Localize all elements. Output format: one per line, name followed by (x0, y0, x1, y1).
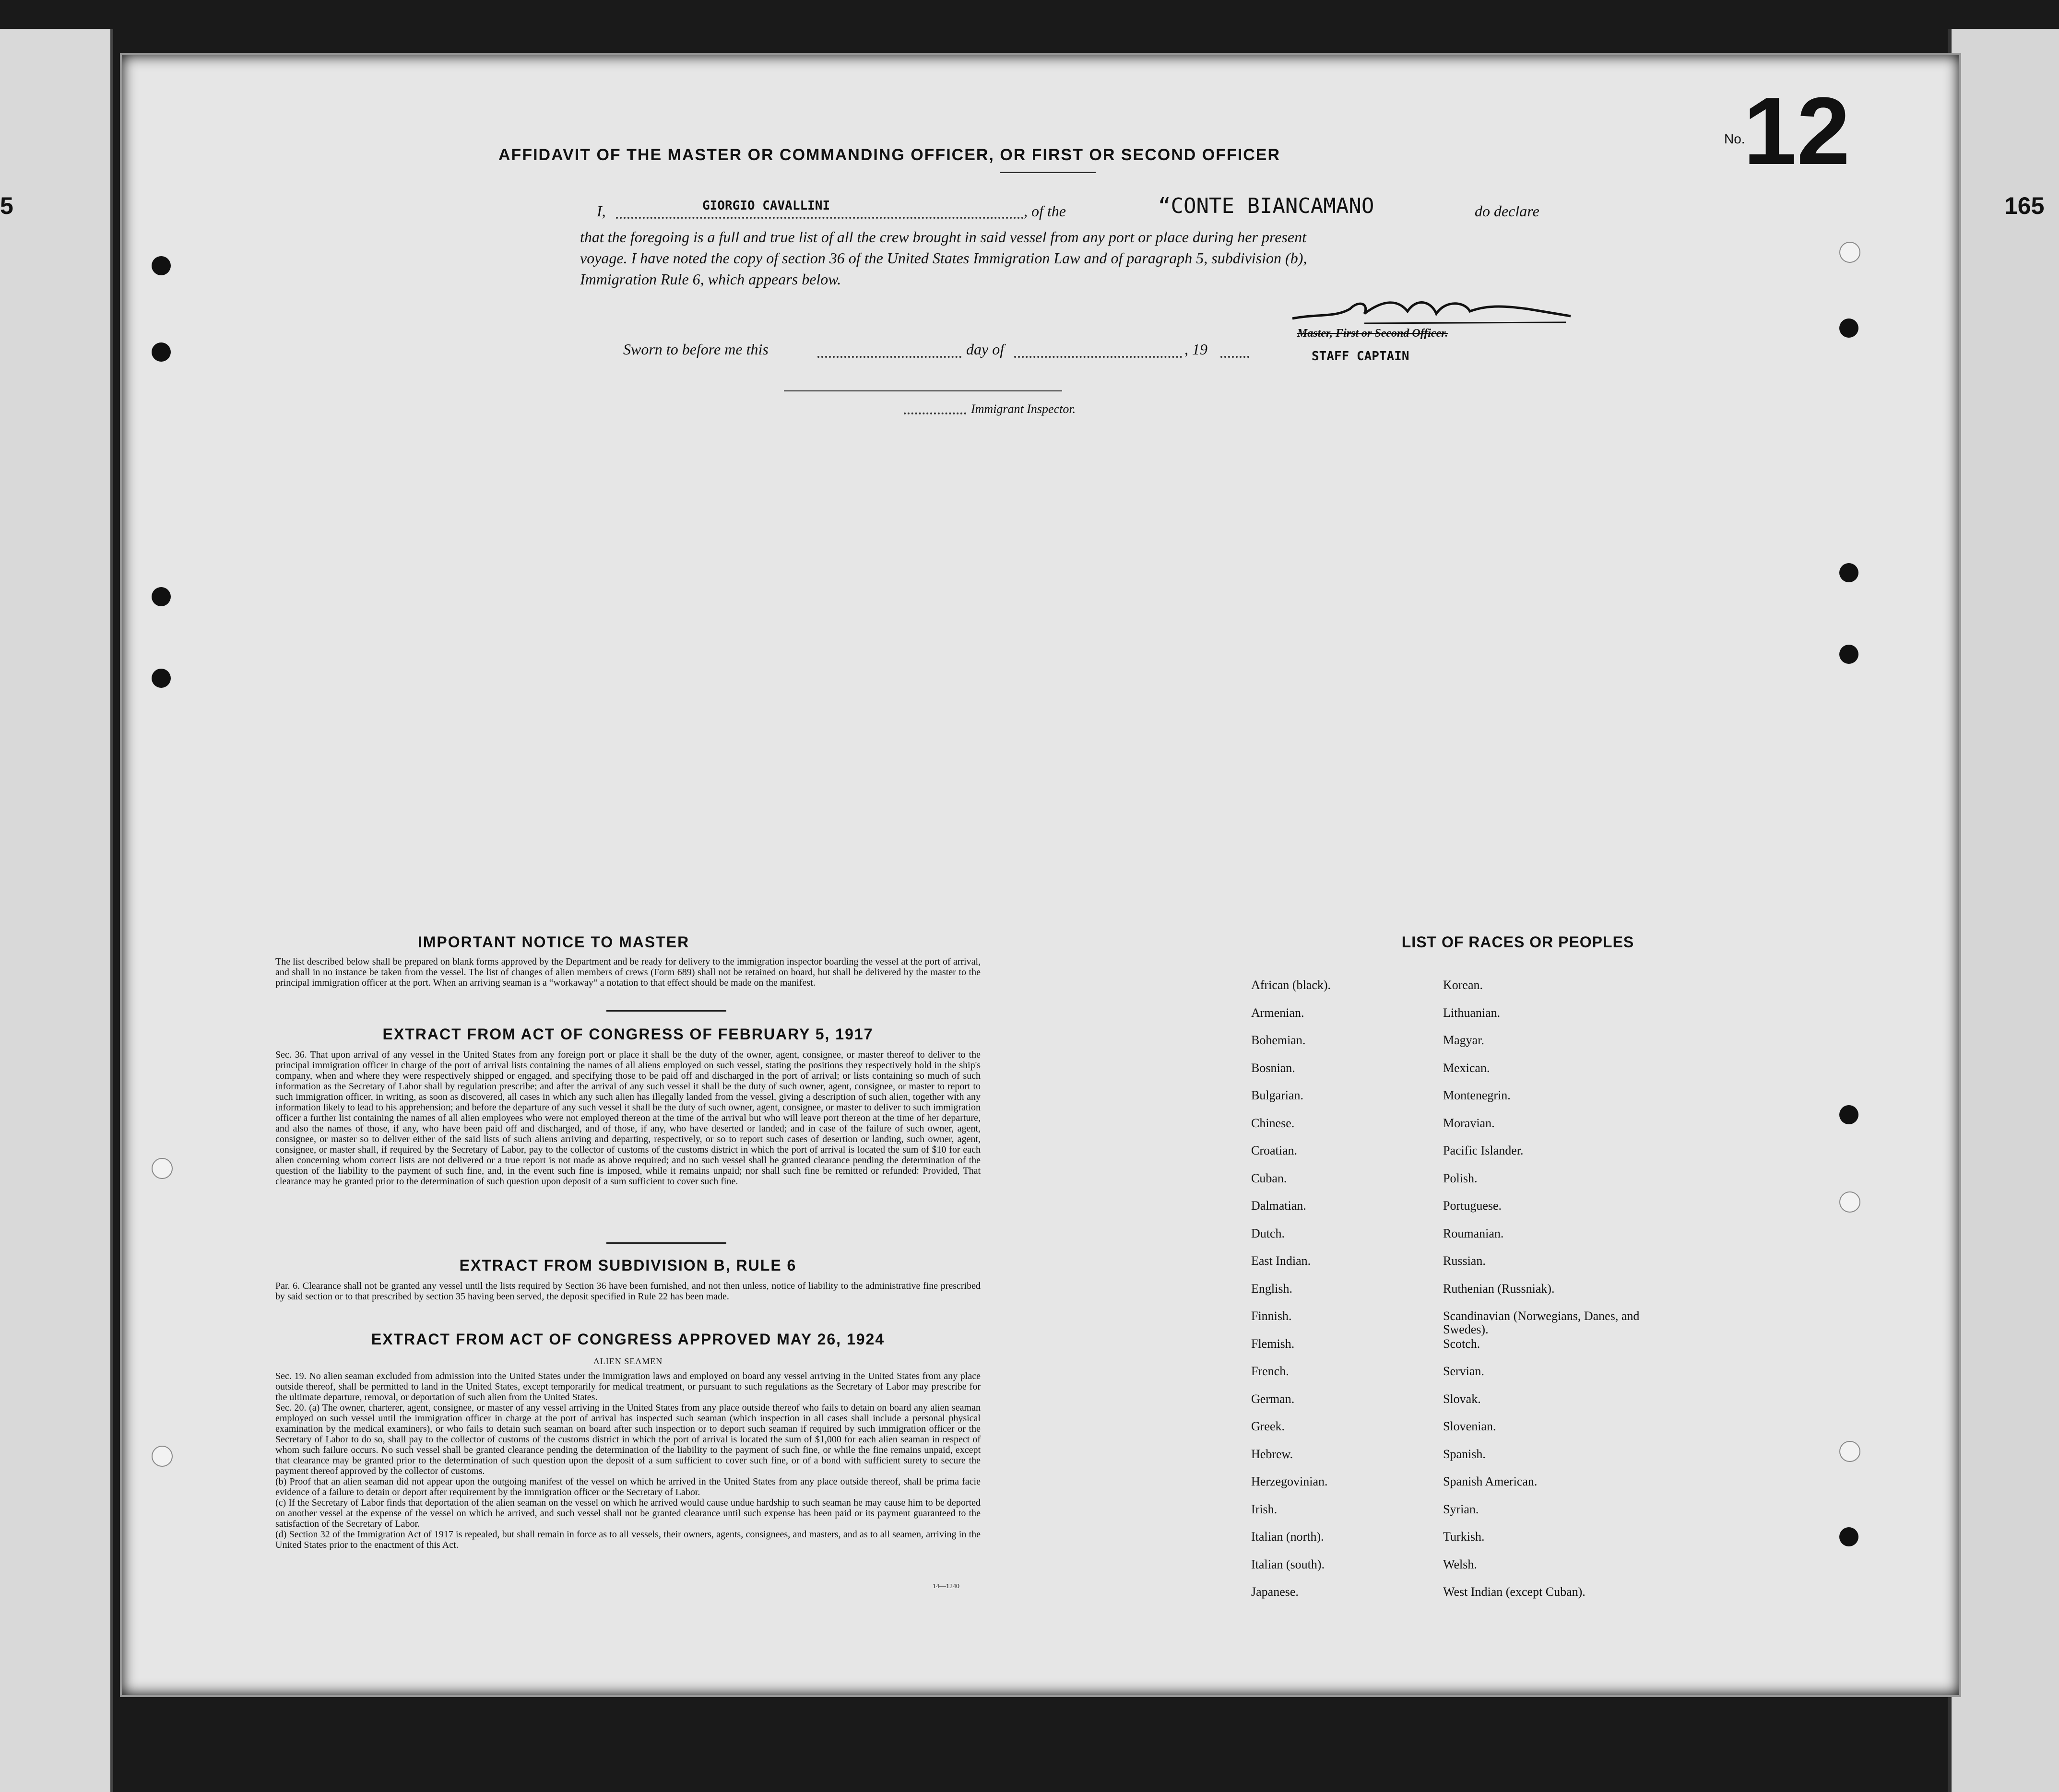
race-item: Portuguese. (1443, 1199, 1502, 1213)
races-column-2 (1443, 979, 1649, 1613)
divider (606, 1010, 726, 1012)
race-item: Slovak. (1443, 1391, 1481, 1406)
sworn-month-field (1014, 342, 1182, 358)
form-number: 14—1240 (933, 1583, 959, 1590)
affidavit-line3: voyage. I have noted the copy of section 36 of the United States Immigration Law and of paragraph 5, subdivision (b), (580, 249, 1307, 267)
left-page-number: 5 (0, 192, 13, 219)
race-item: Pacific Islander. (1443, 1144, 1524, 1157)
officer-name-field (616, 199, 1024, 219)
manifest-number: 12 (1743, 78, 1850, 185)
race-item: Hebrew. (1251, 1447, 1293, 1461)
race-item: Bohemian. (1251, 1033, 1306, 1047)
notice-text: The list described below shall be prepared on blank forms approved by the Department and be ready for delivery to the immigration inspector boarding the vessel at the port of arrival, and shall in no instance be taken from the vessel. The list of changes of alien members of crews (Form 689) shall not be retained on board, but shall be delivered by the master to the principal immigration officer at the port. When an arriving seaman is a “workaway” a notation to that effect should be made on the manifest. (275, 956, 981, 988)
race-item: Italian (south). (1251, 1557, 1325, 1571)
sec20a-text: Sec. 20. (a) The owner, charterer, agent, consignee, or master of any vessel arriving in the United States from any place outside thereof who fails to detain on board any alien seaman employed on such vessel until the immigration officer in charge at the port of arrival has inspected such seaman (which inspection in all cases shall include a personal physical examination by the medical examiners), or who fails to detain such seaman on board after such inspection or to deport such seaman if required by such immigration officer or the Secretary of Labor to do so, shall pay to the collector of customs of the customs district in which the port of arrival is located the sum of $1,000 for each alien seaman in respect of whom such failure occurs. No such vessel shall be granted clearance pending the determination of the liability to the payment of such fine, or while the fine remains unpaid, except that clearance may be granted prior to the determination of such question upon the deposit of a sum sufficient to cover such fine, or of a bond with sufficient surety to secure the payment thereof approved by the collector of customs. (275, 1403, 981, 1476)
race-item: Spanish American. (1443, 1474, 1538, 1488)
race-item: Servian. (1443, 1364, 1484, 1378)
race-item: French. (1251, 1364, 1289, 1378)
notice-title: IMPORTANT NOTICE TO MASTER (417, 933, 690, 951)
race-item: Welsh. (1443, 1557, 1477, 1571)
race-item: Herzegovinian. (1251, 1474, 1328, 1488)
race-item: Ruthenian (Russniak). (1443, 1281, 1555, 1296)
extract-1924-title: EXTRACT FROM ACT OF CONGRESS APPROVED MAY 26, 1924 (371, 1331, 885, 1348)
master-signature (1288, 290, 1575, 328)
race-item: Syrian. (1443, 1502, 1479, 1516)
affidavit-line1-suffix: do declare (1475, 202, 1539, 220)
race-item: Spanish. (1443, 1447, 1486, 1461)
race-item: Scandinavian (Norwegians, Danes, and Swedes). (1443, 1309, 1640, 1336)
inspector-field (904, 401, 966, 414)
officer-name: GIORGIO CAVALLINI (702, 199, 830, 213)
race-item: Turkish. (1443, 1530, 1485, 1544)
adjacent-page-left (0, 29, 113, 1792)
divider (1000, 172, 1096, 173)
punch-hole (152, 256, 171, 275)
race-item: Croatian. (1251, 1144, 1298, 1157)
adjacent-page-right (1948, 29, 2059, 1792)
right-page-number: 165 (2004, 192, 2045, 219)
race-item: Moravian. (1443, 1116, 1495, 1130)
race-item: Flemish. (1251, 1336, 1295, 1351)
race-item: Bosnian. (1251, 1061, 1295, 1075)
punch-hole (1839, 563, 1858, 582)
affidavit-line1-prefix: I, (597, 202, 606, 220)
punch-hole (1839, 1441, 1860, 1462)
affidavit-line1-mid: , of the (1024, 202, 1066, 220)
punch-hole (1839, 242, 1860, 263)
race-item: Dutch. (1251, 1226, 1285, 1240)
race-item: West Indian (except Cuban). (1443, 1585, 1586, 1599)
extract-1917-title: EXTRACT FROM ACT OF CONGRESS OF FEBRUARY 5, 1917 (382, 1026, 874, 1043)
race-item: Korean. (1443, 978, 1483, 992)
inspector-signature-line (784, 390, 1062, 391)
manifest-number-prefix: No. (1724, 131, 1745, 146)
race-item: East Indian. (1251, 1254, 1311, 1268)
sec20d-text: (d) Section 32 of the Immigration Act of 1917 is repealed, but shall remain in force as to all vessels, their owners, agents, consignees, and masters, and as to all seamen, arriving in the United States prior to the enactment of this Act. (275, 1529, 981, 1550)
punch-hole (152, 1158, 173, 1179)
races-title: LIST OF RACES OR PEOPLES (1401, 933, 1634, 951)
sworn-mid: day of (966, 341, 1005, 358)
extract-1924-subtitle: ALIEN SEAMEN (593, 1356, 663, 1366)
race-item: Russian. (1443, 1254, 1486, 1268)
race-item: Bulgarian. (1251, 1088, 1304, 1102)
race-item: Japanese. (1251, 1585, 1299, 1599)
race-item: Greek. (1251, 1419, 1285, 1433)
affidavit-title: AFFIDAVIT OF THE MASTER OR COMMANDING OFFICER, OR FIRST OR SECOND OFFICER (498, 146, 1280, 164)
sworn-day-field (817, 342, 961, 358)
race-item: Scotch. (1443, 1336, 1480, 1351)
race-item: English. (1251, 1281, 1292, 1296)
race-item: Montenegrin. (1443, 1088, 1511, 1102)
race-item: Lithuanian. (1443, 1005, 1501, 1020)
extract-rule6-title: EXTRACT FROM SUBDIVISION B, RULE 6 (459, 1257, 797, 1274)
race-item: Roumanian. (1443, 1226, 1504, 1240)
race-item: Armenian. (1251, 1005, 1304, 1020)
punch-hole (152, 342, 171, 362)
race-item: Mexican. (1443, 1061, 1490, 1075)
race-item: Chinese. (1251, 1116, 1295, 1130)
divider (606, 1242, 726, 1244)
punch-hole (1839, 1527, 1858, 1546)
extract-1924-body (275, 1371, 981, 1550)
sworn-year: , 19 (1184, 341, 1207, 358)
extract-rule6-text: Par. 6. Clearance shall not be granted any vessel until the lists required by Section 36 have been furnished, and not then unless, notice of liability to the administrative fine prescribed by said section or to that prescribed by section 35 having been served, the deposit specified in Rule 22 has been made. (275, 1281, 981, 1302)
punch-hole (152, 587, 171, 606)
race-item: African (black). (1251, 978, 1331, 992)
extract-1917-text: Sec. 36. That upon arrival of any vessel in the United States from any foreign port or place it shall be the duty of the owner, agent, consignee, or master thereof to deliver to the principal immigration officer in charge of the port of arrival lists containing the names of all aliens employed on such vessel, stating the positions they respectively hold in the ship's company, when and where they were respectively shipped or engaged, and specifying those to be paid off and discharged in the port of arrival; or lists containing so much of such information as the Secretary of Labor shall by regulation prescribe; and after the arrival of any such vessel it shall be the duty of such owner, agent, consignee, or master to report to such immigration officer, in writing, as soon as discovered, all cases in which any such alien has illegally landed from the vessel, giving a description of such alien, together with any information likely to lead to his apprehension; and before the departure of any such vessel it shall be the duty of such owner, agent, consignee, or master to deliver to such immigration officer a further list containing the names of all alien employees who were not employed thereon at the time of the arrival but who will leave port thereon at the time of her departure, and also the names of those, if any, who have been paid off and discharged, and of those, if any, who have deserted or landed; and in case of the failure of such owner, agent, consignee, or master so to deliver either of the said lists of such aliens arriving and departing, respectively, or so to report such cases of desertion or landing, such owner, agent, consignee, or master shall, if required by the Secretary of Labor, pay to the collector of customs of the customs district in which the port of arrival is located the sum of $10 for each alien concerning whom correct lists are not delivered or a true report is not made as above required; and no such vessel shall be granted clearance pending the determination of the question of the liability to the payment of such fine, and, in the event such fine is imposed, while it remains unpaid; nor shall such fine be remitted or refunded: Provided, That clearance may be granted prior to the determination of such question upon deposit of a sum sufficient to cover such fine. (275, 1049, 981, 1187)
punch-hole (1839, 1191, 1860, 1213)
signature-caption: Master, First or Second Officer. (1297, 327, 1448, 340)
race-item: Italian (north). (1251, 1530, 1324, 1544)
sec20c-text: (c) If the Secretary of Labor finds that deportation of the alien seaman on the vessel on which he arrived would cause undue hardship to such seaman he may cause him to be deported on another vessel at the expense of the vessel on which he arrived, and such vessel shall not be granted clearance until such expense has been paid or its payment guaranteed to the satisfaction of the Secretary of Labor. (275, 1497, 981, 1529)
race-item: Irish. (1251, 1502, 1278, 1516)
document-page (120, 53, 1961, 1697)
punch-hole (152, 1446, 173, 1467)
race-item: Dalmatian. (1251, 1199, 1306, 1213)
race-item: Finnish. (1251, 1309, 1292, 1323)
sec20b-text: (b) Proof that an alien seaman did not appear upon the outgoing manifest of the vessel on which he arrived in the United States from any place outside thereof, shall be prima facie evidence of a failure to detain or deport after requirement by the immigration officer or the Secretary of Labor. (275, 1476, 981, 1497)
affidavit-line2: that the foregoing is a full and true list of all the crew brought in said vessel from any port or place during her present (580, 228, 1306, 246)
inspector-caption: Immigrant Inspector. (971, 402, 1076, 416)
race-item: Slovenian. (1443, 1419, 1496, 1433)
races-column-1 (1251, 979, 1433, 1613)
sworn-prefix: Sworn to before me this (623, 341, 769, 358)
punch-hole (1839, 318, 1858, 338)
race-item: Cuban. (1251, 1171, 1287, 1185)
punch-hole (152, 669, 171, 688)
race-item: German. (1251, 1391, 1295, 1406)
sworn-year-field (1220, 342, 1249, 358)
punch-hole (1839, 645, 1858, 664)
race-item: Magyar. (1443, 1033, 1484, 1047)
signature-title: STAFF CAPTAIN (1312, 349, 1409, 364)
affidavit-line4: Immigration Rule 6, which appears below. (580, 271, 841, 288)
punch-hole (1839, 1105, 1858, 1124)
vessel-name: “CONTE BIANCAMANO (1158, 194, 1374, 218)
race-item: Polish. (1443, 1171, 1478, 1185)
sec19-text: Sec. 19. No alien seaman excluded from admission into the United States under the immigration laws and employed on board any vessel arriving in the United States from any place outside thereof, shall be permitted to land in the United States, except temporarily for medical treatment, or pursuant to such regulations as the Secretary of Labor may prescribe for the ultimate departure, removal, or deportation of such alien from the United States. (275, 1371, 981, 1403)
